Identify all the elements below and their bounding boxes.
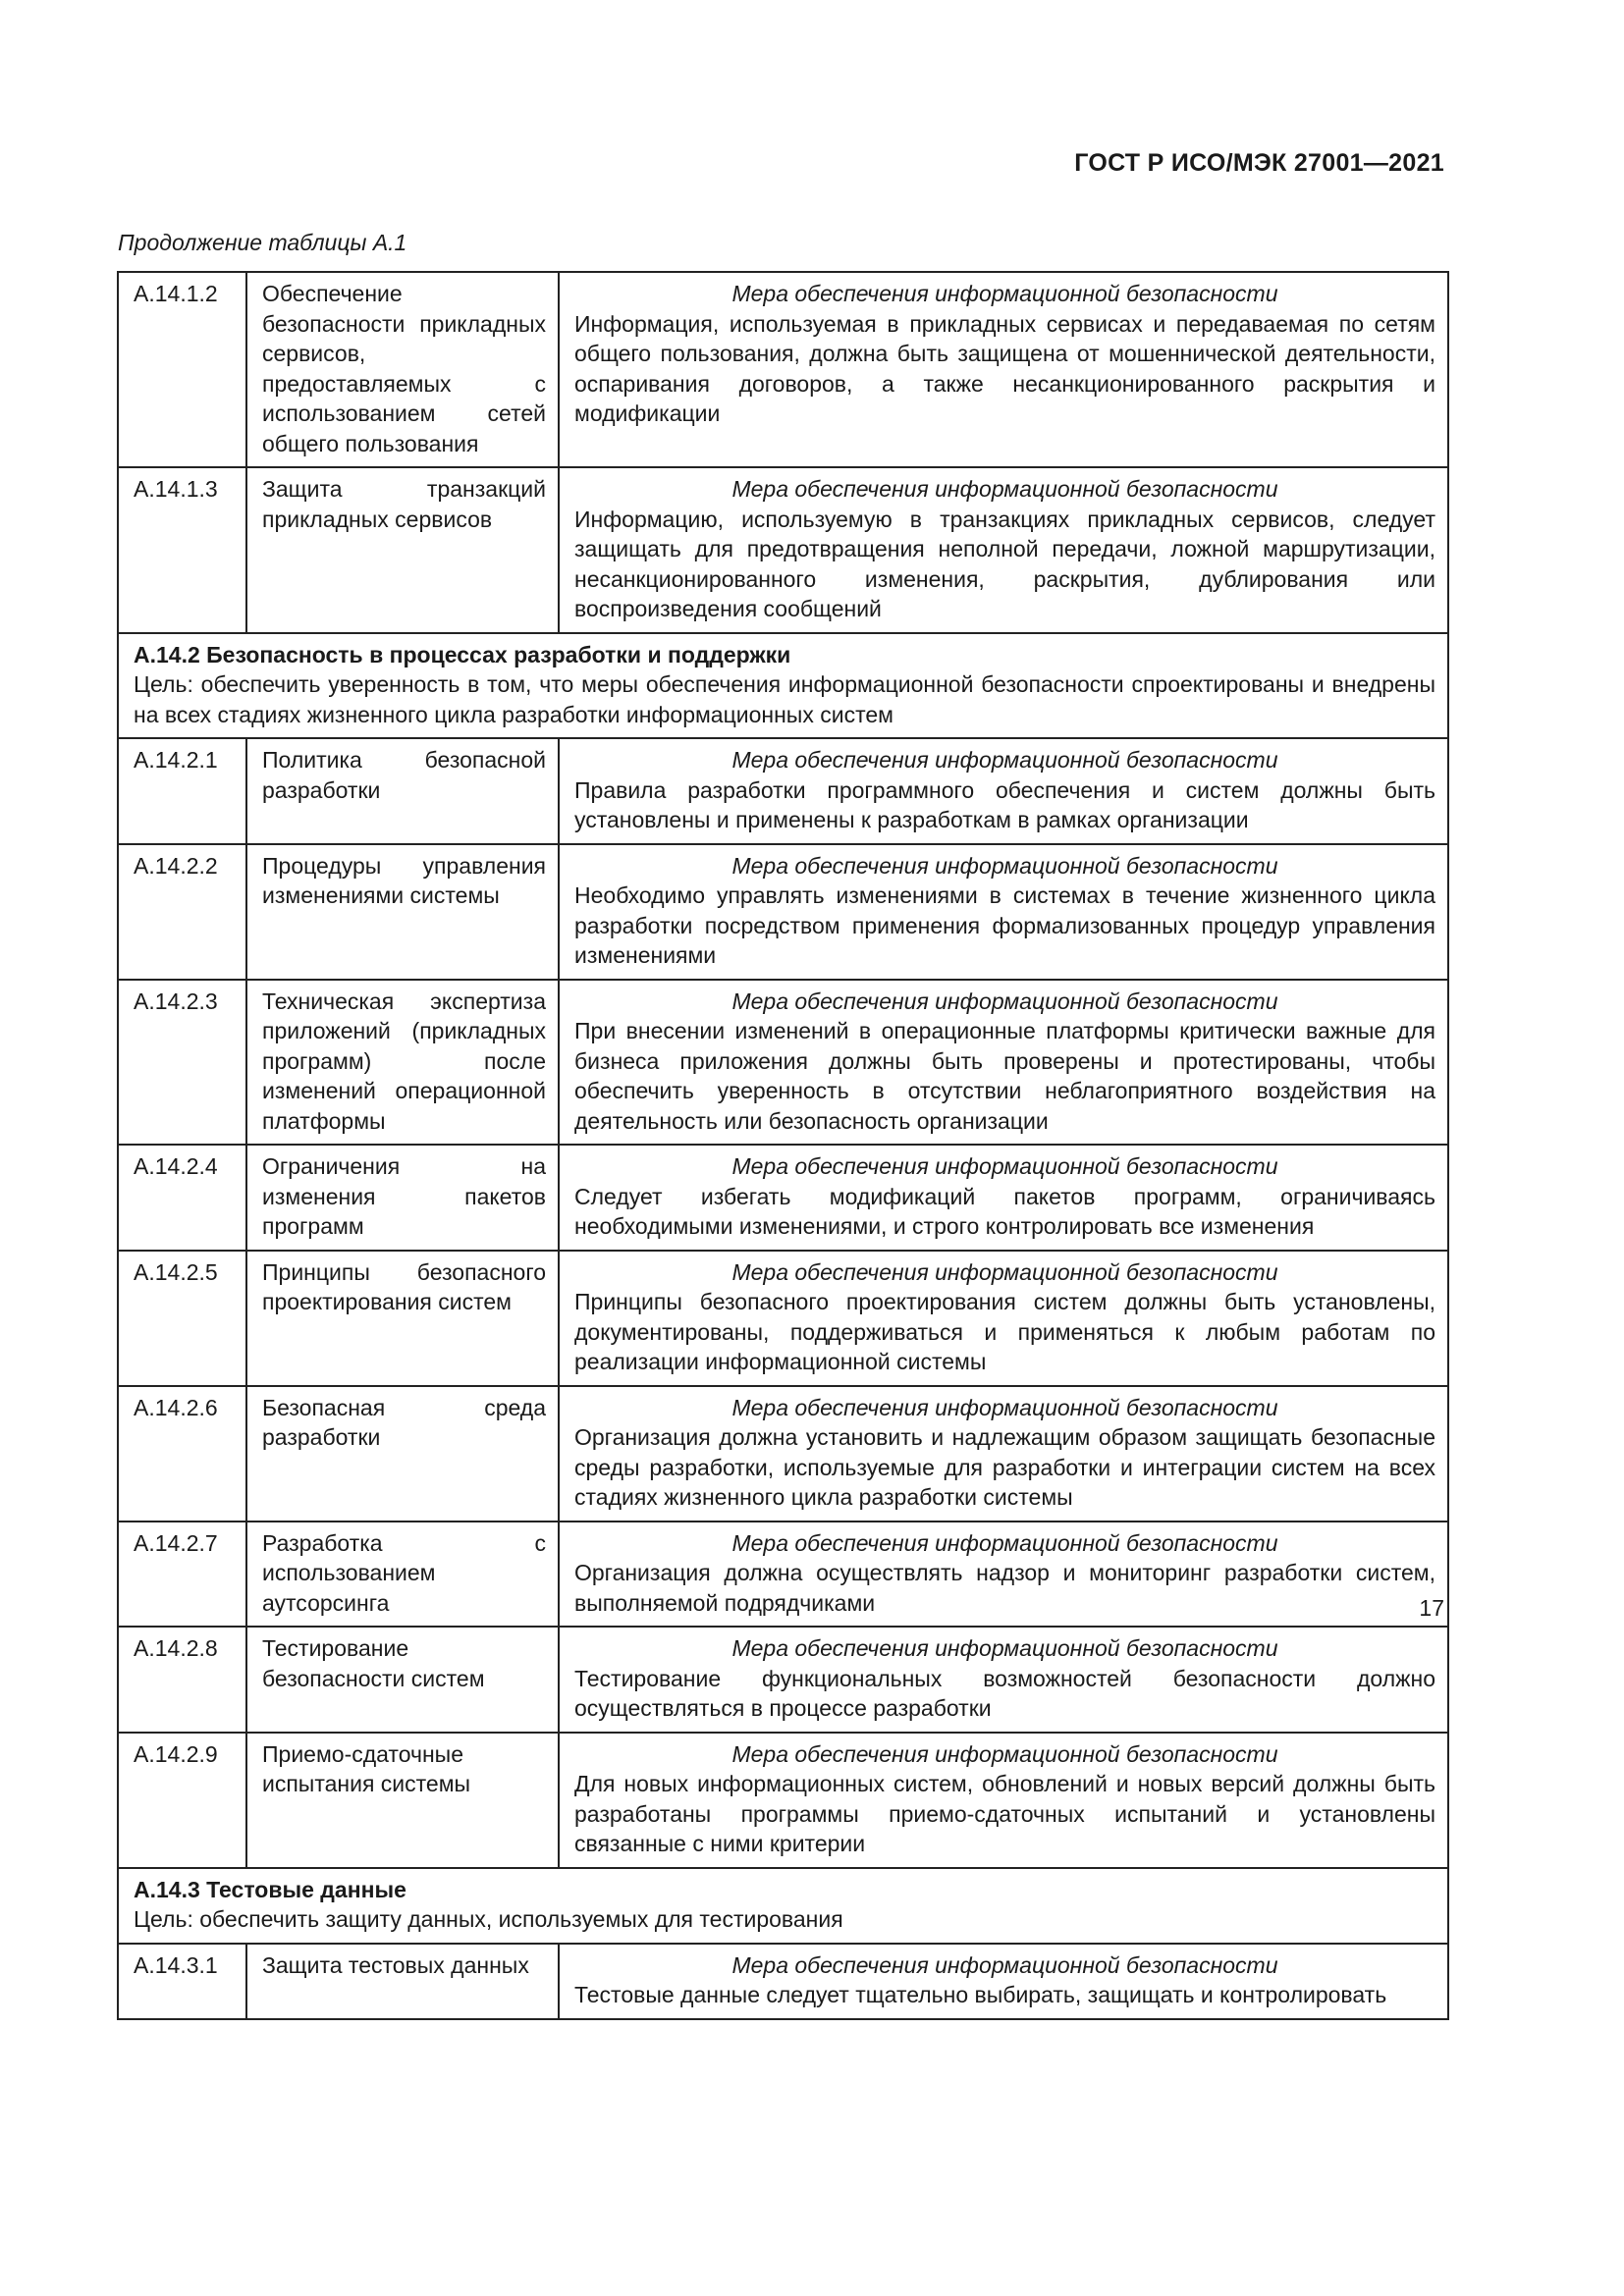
measure-label: Мера обеспечения информационной безопасности <box>731 1394 1278 1420</box>
measure-text: При внесении изменений в операционные платформы критически важные для бизнеса приложения должны быть проверены и протестированы, чтобы обеспечить уверенность в отсутствии неблагоприятного воздействия на деятельность или безопасность организации <box>574 1018 1435 1134</box>
control-row <box>118 980 1448 1146</box>
control-title: Ограничения на изменения пакетов программ <box>246 1145 559 1251</box>
control-row <box>118 467 1448 633</box>
control-row <box>118 844 1448 980</box>
control-row <box>118 1627 1448 1733</box>
control-measure-cell <box>559 738 1448 844</box>
control-measure-cell <box>559 1627 1448 1733</box>
control-title: Обеспечение безопасности прикладных сервисов, предоставляемых с использованием сетей общего пользования <box>246 272 559 467</box>
measure-text: Необходимо управлять изменениями в системах в течение жизненного цикла разработки посредством применения формализованных процедур управления изменениями <box>574 882 1435 968</box>
control-code: А.14.1.2 <box>118 272 246 467</box>
measure-label: Мера обеспечения информационной безопасности <box>731 852 1278 879</box>
measure-label: Мера обеспечения информационной безопасности <box>731 281 1278 306</box>
measure-label: Мера обеспечения информационной безопасности <box>731 1153 1278 1179</box>
measure-text: Правила разработки программного обеспечения и систем должны быть установлены и применены к разработкам в рамках организации <box>574 776 1435 832</box>
measure-label: Мера обеспечения информационной безопасности <box>731 988 1278 1014</box>
section-title: А.14.2 Безопасность в процессах разработки и поддержки <box>134 641 791 667</box>
control-code: А.14.2.3 <box>118 980 246 1146</box>
control-code: А.14.1.3 <box>118 467 246 633</box>
control-title: Процедуры управления изменениями системы <box>246 844 559 980</box>
control-row <box>118 1522 1448 1628</box>
control-title: Тестирование безопасности систем <box>246 1627 559 1733</box>
controls-table-body <box>118 272 1448 2019</box>
control-measure-cell <box>559 467 1448 633</box>
control-code: А.14.2.4 <box>118 1145 246 1251</box>
control-code: А.14.2.5 <box>118 1251 246 1386</box>
control-row <box>118 1944 1448 2019</box>
control-row <box>118 1251 1448 1386</box>
control-code: А.14.2.6 <box>118 1386 246 1522</box>
control-measure-cell <box>559 272 1448 467</box>
control-title: Безопасная среда разработки <box>246 1386 559 1522</box>
section-cell <box>118 1868 1448 1944</box>
measure-text: Тестовые данные следует тщательно выбирать, защищать и контролировать <box>574 1982 1387 2007</box>
control-row <box>118 738 1448 844</box>
control-title: Политика безопасной разработки <box>246 738 559 844</box>
control-code: А.14.2.8 <box>118 1627 246 1733</box>
measure-label: Мера обеспечения информационной безопасности <box>731 1635 1278 1661</box>
measure-text: Для новых информационных систем, обновлений и новых версий должны быть разработаны программы приемо-сдаточных испытаний и установлены связанные с ними критерии <box>574 1771 1435 1856</box>
control-measure-cell <box>559 1733 1448 1868</box>
control-code: А.14.2.2 <box>118 844 246 980</box>
page-number: 17 <box>1419 1595 1444 1621</box>
measure-text: Информация, используемая в прикладных сервисах и передаваемая по сетям общего пользования, должна быть защищена от мошеннической деятельности, оспаривания договоров, а также несанкционированного раскрытия и модификации <box>574 310 1435 426</box>
section-row <box>118 1868 1448 1944</box>
section-title: А.14.3 Тестовые данные <box>134 1876 406 1902</box>
control-measure-cell <box>559 1386 1448 1522</box>
measure-text: Организация должна осуществлять надзор и мониторинг разработки систем, выполняемой подрядчиками <box>574 1560 1435 1616</box>
section-row <box>118 633 1448 739</box>
measure-label: Мера обеспечения информационной безопасности <box>731 1258 1278 1285</box>
section-goal: Цель: обеспечить защиту данных, используемых для тестирования <box>134 1906 843 1932</box>
document-header: ГОСТ Р ИСО/МЭК 27001—2021 <box>1074 149 1444 177</box>
measure-text: Следует избегать модификаций пакетов программ, ограничиваясь необходимыми изменениями, и строго контролировать все изменения <box>574 1183 1435 1239</box>
control-code: А.14.2.9 <box>118 1733 246 1868</box>
controls-table <box>117 271 1449 2020</box>
control-measure-cell <box>559 1251 1448 1386</box>
control-measure-cell <box>559 844 1448 980</box>
control-title: Разработка с использованием аутсорсинга <box>246 1522 559 1628</box>
control-title: Защита тестовых данных <box>246 1944 559 2019</box>
control-measure-cell <box>559 980 1448 1146</box>
control-code: А.14.3.1 <box>118 1944 246 2019</box>
control-row <box>118 1733 1448 1868</box>
section-goal: Цель: обеспечить уверенность в том, что меры обеспечения информационной безопасности спроектированы и внедрены на всех стадиях жизненного цикла разработки информационных систем <box>134 671 1435 727</box>
measure-label: Мера обеспечения информационной безопасности <box>731 747 1278 773</box>
control-measure-cell <box>559 1944 1448 2019</box>
measure-text: Принципы безопасного проектирования систем должны быть установлены, документированы, поддерживаться и применяться к любым работам по реализации информационной системы <box>574 1289 1435 1374</box>
control-title: Принципы безопасного проектирования систем <box>246 1251 559 1386</box>
section-cell <box>118 633 1448 739</box>
measure-label: Мера обеспечения информационной безопасности <box>731 1529 1278 1556</box>
control-code: А.14.2.1 <box>118 738 246 844</box>
control-measure-cell <box>559 1145 1448 1251</box>
measure-text: Тестирование функциональных возможностей безопасности должно осуществляться в процессе разработки <box>574 1665 1435 1721</box>
measure-label: Мера обеспечения информационной безопасности <box>731 476 1278 502</box>
control-measure-cell <box>559 1522 1448 1628</box>
control-row <box>118 1145 1448 1251</box>
control-title: Приемо-сдаточные испытания системы <box>246 1733 559 1868</box>
control-row <box>118 272 1448 467</box>
measure-label: Мера обеспечения информационной безопасности <box>731 1951 1278 1978</box>
control-title: Защита транзакций прикладных сервисов <box>246 467 559 633</box>
table-continuation-caption: Продолжение таблицы А.1 <box>118 230 407 255</box>
control-code: А.14.2.7 <box>118 1522 246 1628</box>
measure-label: Мера обеспечения информационной безопасности <box>731 1740 1278 1767</box>
control-row <box>118 1386 1448 1522</box>
measure-text: Информацию, используемую в транзакциях прикладных сервисов, следует защищать для предотвращения неполной передачи, ложной маршрутизации, несанкционированного изменения, раскрытия, дублирования или воспроизведения сообщений <box>574 506 1435 621</box>
measure-text: Организация должна установить и надлежащим образом защищать безопасные среды разработки, используемые для разработки и интеграции систем на всех стадиях жизненного цикла разработки системы <box>574 1424 1435 1510</box>
control-title: Техническая экспертиза приложений (прикладных программ) после изменений операционной платформы <box>246 980 559 1146</box>
